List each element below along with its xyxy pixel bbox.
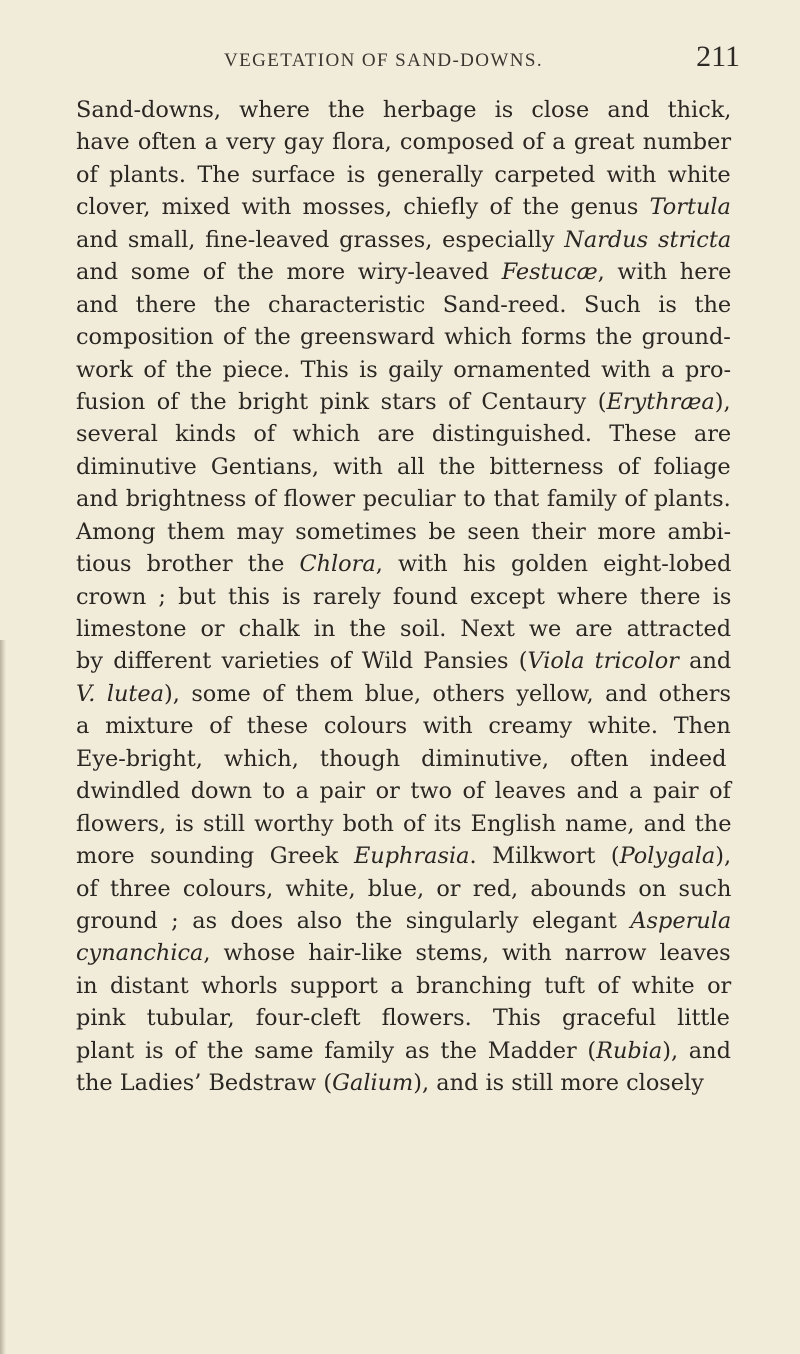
page-header bbox=[76, 38, 740, 78]
text-run: by different varieties of Wild Pansies ( bbox=[76, 648, 528, 675]
text-line bbox=[76, 970, 731, 1002]
text-run: fusion of the bright pink stars of Centaury ( bbox=[76, 388, 607, 415]
text-line bbox=[76, 743, 731, 775]
italic-term: V. lutea bbox=[76, 680, 165, 707]
text-run: crown ; but this is rarely found except where there is bbox=[76, 583, 732, 610]
text-run: dwindled down to a pair or two of leaves and a pair of bbox=[76, 778, 731, 805]
text-run: and small, fine-leaved grasses, especially bbox=[76, 226, 565, 253]
text-run: . Milkwort ( bbox=[469, 843, 620, 870]
text-run: the Ladies’ Bedstraw ( bbox=[76, 1070, 333, 1097]
text-run: , with his golden eight-lobed bbox=[375, 551, 732, 578]
body-text bbox=[76, 94, 731, 1334]
text-run: a mixture of these colours with creamy white. Then bbox=[76, 713, 731, 740]
text-run: and some of the more wiry-leaved bbox=[76, 259, 502, 286]
text-run: several kinds of which are distinguished. These are bbox=[76, 421, 732, 448]
text-run: more sounding Greek bbox=[76, 843, 354, 870]
italic-term: cynanchica bbox=[76, 940, 204, 967]
binding-shadow bbox=[0, 640, 6, 1354]
text-run: ground ; as does also the singularly elegant bbox=[76, 907, 631, 934]
text-run: have often a very gay flora, composed of a great number bbox=[76, 129, 732, 156]
running-head: VEGETATION OF SAND-DOWNS. bbox=[224, 50, 543, 71]
text-run: Among them may sometimes be seen their more ambi- bbox=[76, 518, 732, 545]
text-line bbox=[76, 451, 731, 483]
text-line bbox=[76, 937, 731, 969]
text-line bbox=[76, 840, 731, 872]
text-line bbox=[76, 808, 731, 840]
text-line bbox=[76, 256, 731, 288]
italic-term: Tortula bbox=[649, 194, 731, 221]
text-run: ), and is still more closely bbox=[413, 1070, 704, 1097]
text-line bbox=[76, 418, 731, 450]
italic-term: Rubia bbox=[596, 1037, 663, 1064]
page-number: 211 bbox=[696, 40, 740, 73]
text-run: limestone or chalk in the soil. Next we are attracted bbox=[76, 616, 732, 642]
text-run: work of the piece. This is gaily ornamented with a pro- bbox=[76, 356, 732, 383]
italic-term: Festucæ bbox=[501, 259, 598, 286]
text-run: Eye-bright, which, though diminutive, often indeed bbox=[76, 745, 727, 772]
italic-term: Asperula bbox=[630, 907, 732, 934]
text-line bbox=[76, 873, 731, 905]
italic-term: Euphrasia bbox=[353, 843, 470, 870]
text-run: of three colours, white, blue, or red, abounds on such bbox=[76, 875, 732, 902]
text-run: ), bbox=[715, 843, 732, 870]
text-run: ), bbox=[714, 388, 731, 415]
text-line bbox=[76, 321, 731, 353]
italic-term: Polygala bbox=[619, 843, 716, 870]
text-run: and bbox=[678, 648, 732, 675]
text-line bbox=[76, 159, 731, 191]
text-run: pink tubular, four-cleft flowers. This graceful little bbox=[76, 1005, 730, 1032]
text-run: flowers, is still worthy both of its English name, and the bbox=[76, 810, 732, 837]
text-run: diminutive Gentians, with all the bitterness of foliage bbox=[76, 453, 731, 480]
italic-term: Nardus stricta bbox=[564, 226, 732, 253]
italic-term: Galium bbox=[332, 1070, 414, 1097]
italic-term: Erythræa bbox=[606, 388, 715, 415]
text-line bbox=[76, 516, 731, 548]
text-run: composition of the greensward which forms the ground- bbox=[76, 324, 731, 351]
text-run: , whose hair-like stems, with narrow leaves bbox=[203, 940, 731, 967]
text-line bbox=[76, 905, 731, 937]
text-line bbox=[76, 483, 731, 515]
text-run: ), and bbox=[662, 1037, 731, 1064]
italic-term: Chlora bbox=[299, 551, 376, 578]
text-run: plant is of the same family as the Madder ( bbox=[76, 1037, 597, 1064]
text-run: clover, mixed with mosses, chiefly of the genus bbox=[76, 194, 650, 221]
text-run: ), some of them blue, others yellow, and others bbox=[164, 680, 731, 707]
text-line bbox=[76, 224, 731, 256]
text-line bbox=[76, 613, 731, 645]
text-line bbox=[76, 678, 731, 710]
italic-term: Viola tricolor bbox=[527, 648, 679, 675]
text-run: , with here bbox=[597, 259, 732, 286]
text-line bbox=[76, 126, 731, 158]
text-line bbox=[76, 191, 731, 223]
text-run: of plants. The surface is generally carpeted with white bbox=[76, 161, 731, 188]
text-run: and there the characteristic Sand-reed. Such is the bbox=[76, 291, 732, 318]
text-line bbox=[76, 548, 731, 580]
text-line bbox=[76, 1035, 731, 1067]
text-line bbox=[76, 775, 731, 807]
text-line bbox=[76, 645, 731, 677]
text-run: Sand-downs, where the herbage is close and thick, bbox=[76, 97, 732, 123]
text-line bbox=[76, 386, 731, 418]
text-line bbox=[76, 1067, 731, 1099]
text-line bbox=[76, 1002, 731, 1034]
text-line bbox=[76, 94, 731, 126]
text-line bbox=[76, 710, 731, 742]
text-line bbox=[76, 289, 731, 321]
text-line bbox=[76, 354, 731, 386]
text-line bbox=[76, 581, 731, 613]
text-run: and brightness of flower peculiar to that family of plants. bbox=[76, 486, 731, 513]
text-run: tious brother the bbox=[76, 551, 300, 578]
text-run: in distant whorls support a branching tuft of white or bbox=[76, 972, 732, 999]
